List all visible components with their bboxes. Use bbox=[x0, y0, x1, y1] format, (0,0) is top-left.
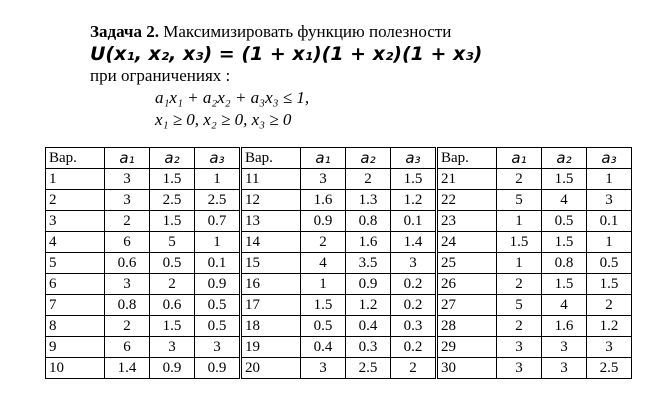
coefficient-a3: 0.5 bbox=[195, 316, 241, 337]
coefficient-a3: 1 bbox=[587, 232, 632, 253]
coefficient-a1: 0.5 bbox=[301, 316, 346, 337]
table-header-row bbox=[46, 148, 632, 169]
coefficient-a1: 1.5 bbox=[497, 232, 542, 253]
coefficient-a3: 2.5 bbox=[195, 190, 241, 211]
task-label: Задача 2. bbox=[90, 22, 159, 41]
coefficient-a3: 3 bbox=[391, 253, 437, 274]
coefficient-a2: 0.9 bbox=[150, 358, 195, 379]
variant-number: 7 bbox=[46, 295, 105, 316]
utility-function: U(x₁, x₂, x₃) = (1 + x₁)(1 + x₂)(1 + x₃) bbox=[90, 43, 483, 65]
coefficient-a2: 1.3 bbox=[346, 190, 391, 211]
variant-number: 13 bbox=[241, 211, 301, 232]
coefficient-a2: 1.5 bbox=[150, 211, 195, 232]
variant-number: 11 bbox=[241, 169, 301, 190]
variant-number: 2 bbox=[46, 190, 105, 211]
coefficient-a3: 3 bbox=[195, 337, 241, 358]
coefficient-a3: 3 bbox=[587, 190, 632, 211]
coefficient-a1: 1 bbox=[301, 274, 346, 295]
coefficient-a3: 1.2 bbox=[391, 190, 437, 211]
coefficient-a1: 0.6 bbox=[105, 253, 150, 274]
coefficient-a1: 6 bbox=[105, 232, 150, 253]
variant-number: 3 bbox=[46, 211, 105, 232]
coefficient-a3: 0.9 bbox=[195, 274, 241, 295]
coefficient-a2: 3 bbox=[150, 337, 195, 358]
coefficient-a3: 0.9 bbox=[195, 358, 241, 379]
coefficient-a2: 0.8 bbox=[346, 211, 391, 232]
coefficient-a1: 1.4 bbox=[105, 358, 150, 379]
variant-number: 23 bbox=[437, 211, 497, 232]
coefficient-a1: 1 bbox=[497, 211, 542, 232]
table-row bbox=[46, 232, 632, 253]
coefficient-a2: 0.4 bbox=[346, 316, 391, 337]
variant-number: 1 bbox=[46, 169, 105, 190]
header-a2: a₂ bbox=[542, 148, 587, 169]
coefficient-a1: 3 bbox=[497, 337, 542, 358]
coefficient-a1: 2 bbox=[301, 232, 346, 253]
table-row bbox=[46, 316, 632, 337]
variant-number: 25 bbox=[437, 253, 497, 274]
header-a1: a₁ bbox=[497, 148, 542, 169]
header-a2: a₂ bbox=[346, 148, 391, 169]
coefficient-a3: 1.4 bbox=[391, 232, 437, 253]
table-row bbox=[46, 253, 632, 274]
coefficient-a2: 1.6 bbox=[542, 316, 587, 337]
table-row bbox=[46, 274, 632, 295]
coefficient-a1: 0.4 bbox=[301, 337, 346, 358]
coefficient-a3: 0.2 bbox=[391, 337, 437, 358]
coefficient-a3: 0.1 bbox=[391, 211, 437, 232]
coefficient-a3: 0.5 bbox=[195, 295, 241, 316]
header-a1: a₁ bbox=[105, 148, 150, 169]
header-a1: a₁ bbox=[301, 148, 346, 169]
table-body bbox=[46, 169, 632, 379]
variant-number: 16 bbox=[241, 274, 301, 295]
coefficient-a3: 3 bbox=[587, 337, 632, 358]
variant-number: 9 bbox=[46, 337, 105, 358]
coefficient-a1: 0.8 bbox=[105, 295, 150, 316]
coefficient-a1: 4 bbox=[301, 253, 346, 274]
coefficient-a2: 2.5 bbox=[346, 358, 391, 379]
variant-number: 18 bbox=[241, 316, 301, 337]
header-a2: a₂ bbox=[150, 148, 195, 169]
variant-number: 15 bbox=[241, 253, 301, 274]
variant-number: 20 bbox=[241, 358, 301, 379]
coefficient-a3: 0.3 bbox=[391, 316, 437, 337]
coefficient-a3: 0.7 bbox=[195, 211, 241, 232]
table-row bbox=[46, 358, 632, 379]
coefficient-a1: 2 bbox=[497, 316, 542, 337]
coefficient-a1: 1.5 bbox=[301, 295, 346, 316]
variant-number: 19 bbox=[241, 337, 301, 358]
variant-number: 14 bbox=[241, 232, 301, 253]
coefficient-a1: 3 bbox=[301, 358, 346, 379]
variant-number: 12 bbox=[241, 190, 301, 211]
coefficient-a3: 1 bbox=[195, 232, 241, 253]
coefficient-a1: 3 bbox=[497, 358, 542, 379]
coefficient-a1: 1 bbox=[497, 253, 542, 274]
coefficient-a2: 3 bbox=[542, 337, 587, 358]
nonnegativity-constraint: x₁ ≥ 0, x₂ ≥ 0, x₃ ≥ 0 bbox=[155, 110, 292, 129]
coefficient-a3: 1.2 bbox=[587, 316, 632, 337]
coefficient-a2: 5 bbox=[150, 232, 195, 253]
header-variant: Вар. bbox=[437, 148, 497, 169]
coefficient-a1: 2 bbox=[105, 316, 150, 337]
table-row bbox=[46, 169, 632, 190]
variant-number: 21 bbox=[437, 169, 497, 190]
header-a3: a₃ bbox=[587, 148, 632, 169]
variant-number: 22 bbox=[437, 190, 497, 211]
coefficient-a3: 0.2 bbox=[391, 274, 437, 295]
coefficient-a1: 2 bbox=[497, 274, 542, 295]
variant-number: 8 bbox=[46, 316, 105, 337]
coefficient-a2: 4 bbox=[542, 295, 587, 316]
coefficient-a3: 0.1 bbox=[587, 211, 632, 232]
variant-number: 6 bbox=[46, 274, 105, 295]
coefficient-a1: 2 bbox=[105, 211, 150, 232]
task-heading bbox=[90, 22, 451, 42]
coefficient-a2: 3 bbox=[542, 358, 587, 379]
coefficient-a1: 0.9 bbox=[301, 211, 346, 232]
coefficient-a2: 0.5 bbox=[150, 253, 195, 274]
coefficient-a1: 2 bbox=[497, 169, 542, 190]
coefficient-a2: 0.8 bbox=[542, 253, 587, 274]
coefficient-a2: 4 bbox=[542, 190, 587, 211]
coefficient-a2: 1.5 bbox=[542, 232, 587, 253]
coefficient-a1: 3 bbox=[301, 169, 346, 190]
variant-number: 24 bbox=[437, 232, 497, 253]
variant-number: 4 bbox=[46, 232, 105, 253]
table-row bbox=[46, 295, 632, 316]
coefficient-a2: 1.6 bbox=[346, 232, 391, 253]
header-a3: a₃ bbox=[391, 148, 437, 169]
variant-number: 5 bbox=[46, 253, 105, 274]
variant-number: 27 bbox=[437, 295, 497, 316]
coefficient-a2: 1.5 bbox=[150, 316, 195, 337]
table-row bbox=[46, 211, 632, 232]
table-row bbox=[46, 337, 632, 358]
coefficient-a2: 0.9 bbox=[346, 274, 391, 295]
coefficient-a2: 0.5 bbox=[542, 211, 587, 232]
coefficient-a1: 3 bbox=[105, 274, 150, 295]
coefficient-a3: 0.5 bbox=[587, 253, 632, 274]
table-row bbox=[46, 190, 632, 211]
coefficient-a3: 2 bbox=[587, 295, 632, 316]
coefficient-a3: 0.1 bbox=[195, 253, 241, 274]
variant-number: 26 bbox=[437, 274, 497, 295]
coefficient-a3: 1 bbox=[587, 169, 632, 190]
variant-number: 29 bbox=[437, 337, 497, 358]
budget-constraint: a₁x₁ + a₂x₂ + a₃x₃ ≤ 1, bbox=[155, 88, 310, 107]
coefficient-a2: 1.5 bbox=[542, 274, 587, 295]
header-variant: Вар. bbox=[46, 148, 105, 169]
coefficient-a3: 1.5 bbox=[391, 169, 437, 190]
coefficient-a2: 1.5 bbox=[150, 169, 195, 190]
header-variant: Вар. bbox=[241, 148, 301, 169]
coefficient-a2: 0.3 bbox=[346, 337, 391, 358]
coefficient-a3: 1.5 bbox=[587, 274, 632, 295]
variant-number: 30 bbox=[437, 358, 497, 379]
variant-number: 10 bbox=[46, 358, 105, 379]
coefficient-a2: 0.6 bbox=[150, 295, 195, 316]
coefficient-a2: 1.5 bbox=[542, 169, 587, 190]
variant-number: 17 bbox=[241, 295, 301, 316]
coefficient-a3: 1 bbox=[195, 169, 241, 190]
coefficient-a3: 2.5 bbox=[587, 358, 632, 379]
coefficient-a2: 2 bbox=[346, 169, 391, 190]
subject-to-text: при ограничениях : bbox=[90, 66, 231, 85]
coefficient-a1: 1.6 bbox=[301, 190, 346, 211]
coefficient-a2: 2.5 bbox=[150, 190, 195, 211]
coefficient-a3: 2 bbox=[391, 358, 437, 379]
task-text: Максимизировать функцию полезности bbox=[158, 22, 452, 41]
coefficient-a1: 3 bbox=[105, 169, 150, 190]
coefficient-a2: 1.2 bbox=[346, 295, 391, 316]
coefficient-a1: 5 bbox=[497, 295, 542, 316]
variant-number: 28 bbox=[437, 316, 497, 337]
variants-table bbox=[45, 147, 632, 379]
coefficient-a1: 5 bbox=[497, 190, 542, 211]
coefficient-a2: 2 bbox=[150, 274, 195, 295]
coefficient-a1: 3 bbox=[105, 190, 150, 211]
coefficient-a1: 6 bbox=[105, 337, 150, 358]
header-a3: a₃ bbox=[195, 148, 241, 169]
coefficient-a2: 3.5 bbox=[346, 253, 391, 274]
coefficient-a3: 0.2 bbox=[391, 295, 437, 316]
